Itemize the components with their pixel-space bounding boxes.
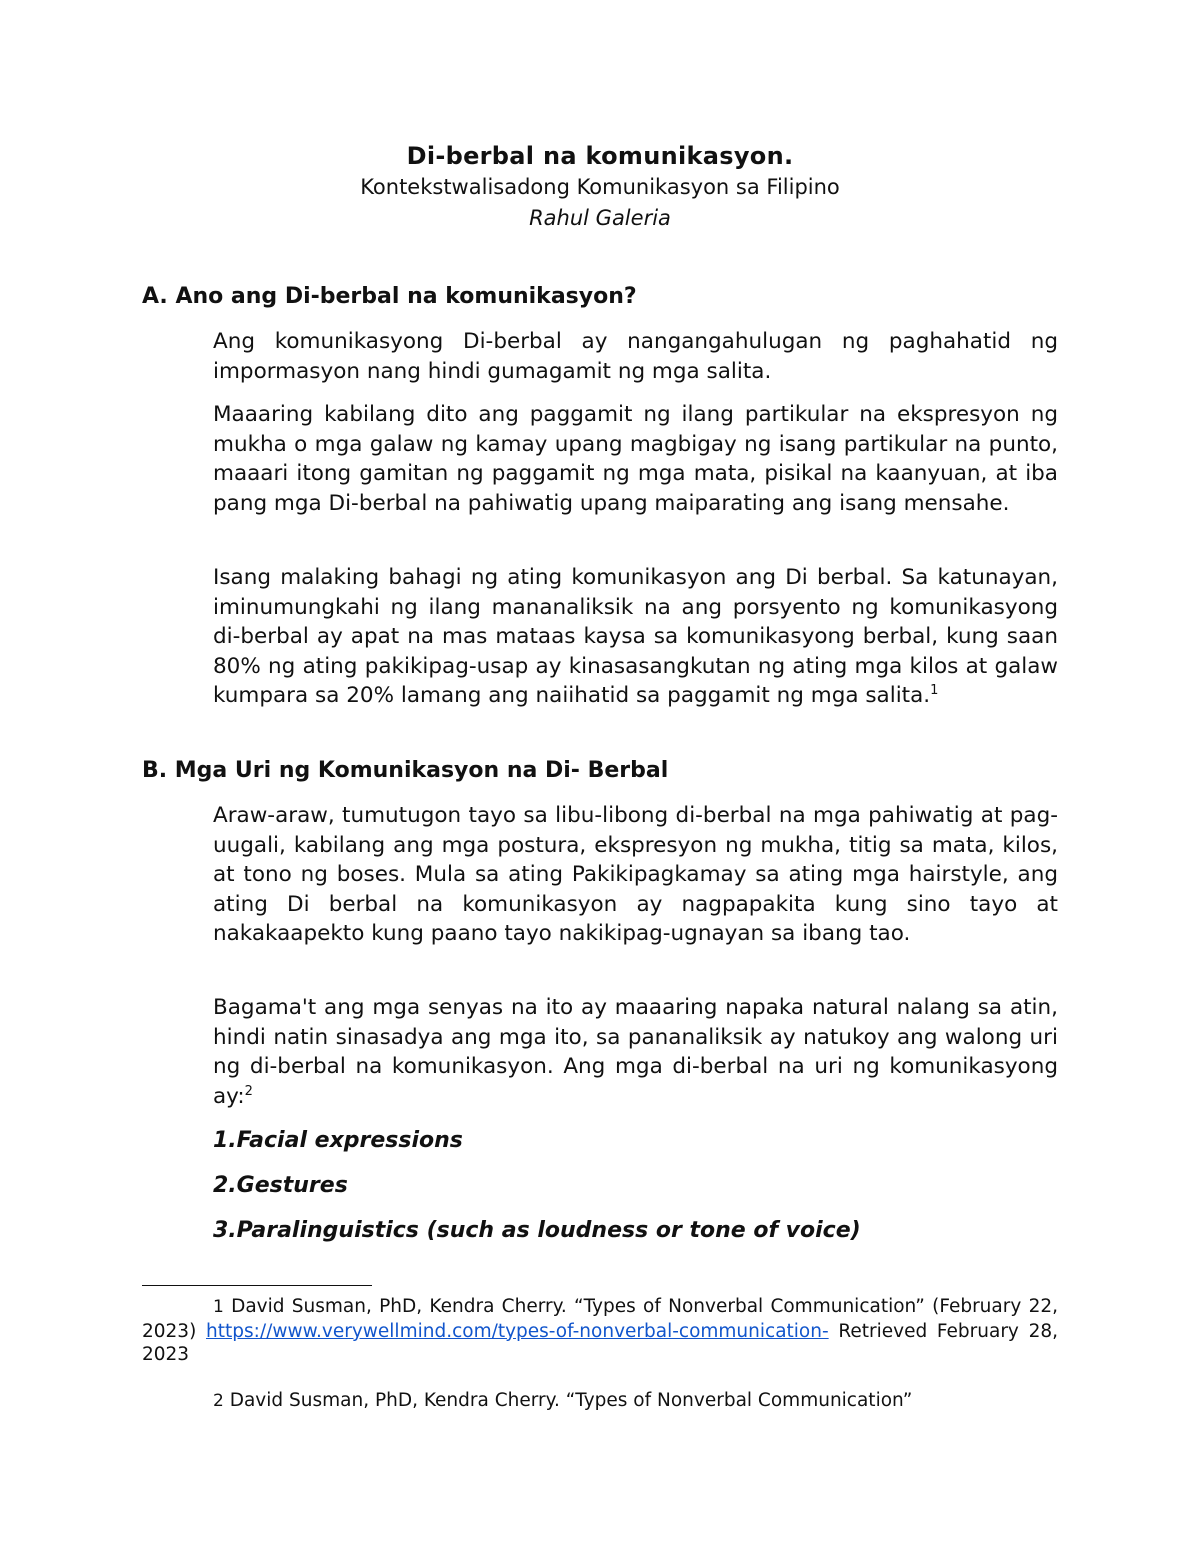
section-b-heading: B. Mga Uri ng Komunikasyon na Di- Berbal <box>142 758 669 783</box>
footnote-1-link[interactable]: https://www.verywellmind.com/types-of-nonverbal-communication- <box>206 1320 829 1342</box>
document-title: Di-berbal na komunikasyon. <box>406 142 794 170</box>
list-item-facial-expressions: 1.Facial expressions <box>213 1128 463 1153</box>
section-a-heading: A. Ano ang Di-berbal na komunikasyon? <box>142 284 637 309</box>
list-item-paralinguistics: 3.Paralinguistics (such as loudness or tone of voice) <box>213 1218 861 1243</box>
document-subtitle: Kontekstwalisadong Komunikasyon sa Filipino <box>360 175 840 199</box>
footnote-2-text: David Susman, PhD, Kendra Cherry. “Types of Nonverbal Communication” <box>223 1390 913 1411</box>
section-a-paragraph-1: Ang komunikasyong Di-berbal ay nangangahulugan ng paghahatid ng impormasyon nang hindi gumagamit ng mga salita. <box>213 329 1058 384</box>
footnote-separator <box>142 1285 372 1286</box>
document-author: Rahul Galeria <box>529 206 671 230</box>
footnote-2-number: 2 <box>213 1391 224 1411</box>
footnote-1 <box>142 1295 1058 1367</box>
section-b-paragraph-2 <box>213 993 1058 1111</box>
footnote-1-retrieved: Retrieved February 28, 2023 <box>142 1320 1058 1365</box>
list-item-gestures: 2.Gestures <box>213 1173 348 1198</box>
footnote-2 <box>142 1389 1058 1414</box>
section-a-paragraph-3-text: Isang malaking bahagi ng ating komunikasyon ang Di berbal. Sa katunayan, iminumungkahi ng ilang mananaliksik na ang porsyento ng komunikasyong di-berbal ay apat na mas mataas kaysa sa komunikasyong berbal, kung saan 80% ng ating pakikipag-usap ay kinasasangkutan ng ating mga kilos at galaw kumpara sa 20% lamang ang naiihatid sa paggamit ng mga salita. <box>213 565 1058 709</box>
footnote-ref-1[interactable]: 1 <box>930 683 939 699</box>
footnote-1-number: 1 <box>213 1297 224 1317</box>
section-a-paragraph-2: Maaaring kabilang dito ang paggamit ng ilang partikular na ekspresyon ng mukha o mga galaw ng kamay upang magbigay ng isang partikular na punto, maaari itong gamitan ng paggamit ng mga mata, pisikal na kaanyuan, at iba pang mga Di-berbal na pahiwatig upang maiparating ang isang mensahe. <box>213 402 1058 516</box>
section-a-paragraph-3 <box>213 563 1058 711</box>
section-b-paragraph-1: Araw-araw, tumutugon tayo sa libu-libong di-berbal na mga pahiwatig at pag-uugali, kabilang ang mga postura, ekspresyon ng mukha, titig sa mata, kilos, at tono ng boses. Mula sa ating Pakikipagkamay sa ating mga hairstyle, ang ating Di berbal na komunikasyon ay nagpapakita kung sino tayo at nakakaapekto kung paano tayo nakikipag-ugnayan sa ibang tao. <box>213 803 1058 947</box>
footnote-1-text: David Susman, PhD, Kendra Cherry. “Types of Nonverbal Communication” (February 22, 2023) <box>142 1296 1058 1342</box>
footnote-ref-2[interactable]: 2 <box>244 1083 253 1099</box>
section-b-paragraph-2-text: Bagama't ang mga senyas na ito ay maaaring napaka natural nalang sa atin, hindi natin sinasadya ang mga ito, sa pananaliksik ay natukoy ang walong uri ng di-berbal na komunikasyon. Ang mga di-berbal na uri ng komunikasyong ay: <box>213 995 1058 1109</box>
